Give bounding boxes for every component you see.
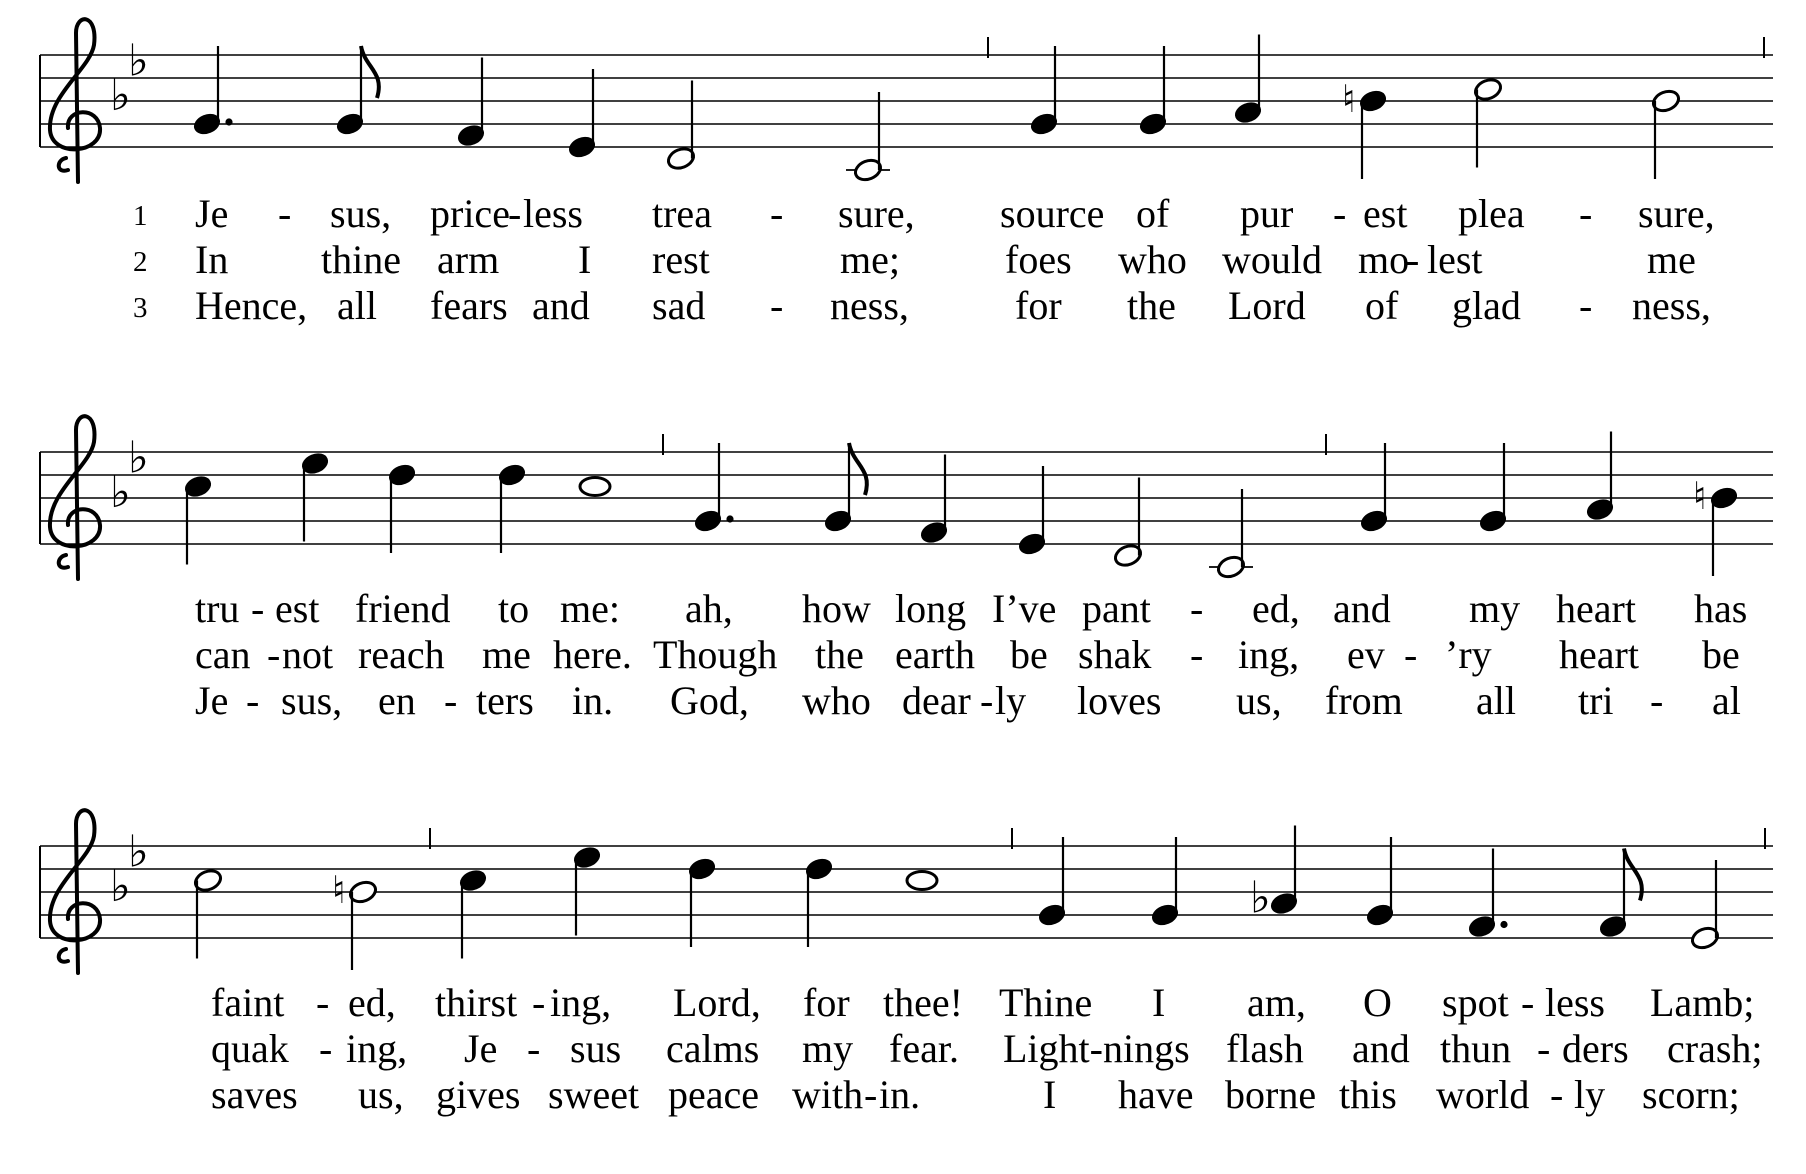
note <box>300 450 331 541</box>
lyric-syllable: be <box>1702 632 1740 677</box>
note <box>1467 849 1508 940</box>
lyric-syllable: Hence, <box>195 283 308 328</box>
lyric-syllable: who <box>1118 237 1187 282</box>
lyric-syllable: how <box>802 586 871 631</box>
lyric-syllable: with <box>792 1072 864 1117</box>
lyric-syllable: lest <box>1427 237 1483 282</box>
lyric-hyphen: - <box>444 678 458 723</box>
lyric-syllable: ed, <box>1252 586 1300 631</box>
lyric-syllable: Lamb; <box>1650 980 1755 1025</box>
note <box>1359 443 1390 534</box>
note <box>1342 77 1388 179</box>
key-signature-flat-icon: ♭ <box>128 35 149 87</box>
lyric-syllable: less <box>523 191 583 236</box>
lyric-syllable: Lord, <box>673 980 761 1025</box>
eighth-flag <box>849 443 867 495</box>
lyric-syllable: world <box>1436 1072 1530 1117</box>
lyric-syllable: ters <box>476 678 534 723</box>
note <box>1651 88 1682 179</box>
lyric-hyphen: - <box>508 191 522 236</box>
note <box>458 867 489 958</box>
lyric-syllable: this <box>1339 1072 1397 1117</box>
lyric-syllable: heart <box>1556 586 1636 631</box>
key-signature-flat-icon: ♭ <box>110 70 131 121</box>
lyric-syllable: pant <box>1082 586 1151 631</box>
lyric-syllable: be <box>1010 632 1048 677</box>
lyric-syllable: en <box>378 678 416 723</box>
lyric-hyphen: - <box>1550 1072 1564 1117</box>
lyric-syllable: sad <box>652 283 706 328</box>
lyric-hyphen: - <box>278 191 292 236</box>
lyric-syllable: Je <box>195 191 229 236</box>
lyric-hyphen: - <box>251 586 265 631</box>
lyric-syllable: long <box>895 586 967 631</box>
lyric-line <box>211 1072 1740 1117</box>
lyric-syllable: from <box>1325 678 1403 723</box>
note <box>1598 849 1642 940</box>
lyric-syllable: sweet <box>548 1072 640 1117</box>
lyric-syllable: would <box>1222 237 1322 282</box>
note <box>1365 837 1396 928</box>
lyric-line <box>211 1026 1763 1071</box>
lyric-line <box>195 191 1715 236</box>
notehead <box>907 872 937 890</box>
lyric-syllable: I’ve <box>992 586 1057 631</box>
lyric-hyphen: - <box>316 980 330 1025</box>
staff <box>40 846 1773 938</box>
lyric-syllable: In <box>195 237 229 282</box>
lyric-syllable: Je <box>195 678 229 723</box>
key-signature-flat-icon: ♭ <box>128 432 149 484</box>
lyric-syllable: me: <box>560 586 620 631</box>
note <box>907 872 937 890</box>
lyric-syllable: ness, <box>1632 283 1711 328</box>
note <box>846 92 890 183</box>
lyric-syllable: thirst <box>435 980 518 1025</box>
lyric-hyphen: - <box>770 191 784 236</box>
note <box>687 856 718 947</box>
lyric-syllable: plea <box>1458 191 1525 236</box>
lyric-syllable: God, <box>670 678 749 723</box>
staff <box>40 452 1773 544</box>
note <box>1690 860 1721 951</box>
natural-sign-icon: ♮ <box>1693 474 1707 518</box>
lyrics-block-1 <box>133 191 1715 328</box>
lyric-syllable: arm <box>437 237 500 282</box>
system-1 <box>40 19 1773 183</box>
note <box>1209 489 1253 580</box>
lyric-syllable: can <box>195 632 251 677</box>
lyric-syllable: ing, <box>550 980 612 1025</box>
lyric-syllable: loves <box>1077 678 1162 723</box>
lyric-syllable: all <box>337 283 377 328</box>
lyric-hyphen: - <box>1406 237 1420 282</box>
lyric-syllable: me; <box>840 237 900 282</box>
lyric-syllable: for <box>803 980 850 1025</box>
lyric-syllable: the <box>1127 283 1176 328</box>
lyric-hyphen: - <box>1190 586 1204 631</box>
lyric-syllable: and <box>532 283 590 328</box>
lyric-syllable: trea <box>652 191 712 236</box>
lyric-syllable: I <box>1043 1072 1057 1117</box>
lyric-syllable: friend <box>355 586 451 631</box>
lyric-syllable: mo <box>1358 237 1410 282</box>
note <box>567 69 598 160</box>
lyric-syllable: borne <box>1225 1072 1317 1117</box>
lyric-syllable: not <box>282 632 334 677</box>
lyric-syllable: O <box>1363 980 1392 1025</box>
lyrics-block-3 <box>211 980 1763 1117</box>
lyric-syllable: has <box>1694 586 1748 631</box>
lyric-syllable: less <box>1545 980 1605 1025</box>
lyric-syllable: my <box>802 1026 854 1071</box>
lyric-syllable: of <box>1136 191 1170 236</box>
natural-sign-icon: ♮ <box>1342 77 1356 121</box>
staff <box>40 55 1773 147</box>
note <box>572 844 603 935</box>
lyric-syllable: quak <box>211 1026 289 1071</box>
note <box>919 455 950 546</box>
lyric-line <box>195 678 1741 723</box>
lyric-syllable: rest <box>652 237 710 282</box>
note <box>456 58 487 149</box>
lyric-syllable: source <box>1000 191 1105 236</box>
lyric-hyphen: - <box>319 1026 333 1071</box>
note <box>666 81 697 172</box>
flat-sign-icon: ♭ <box>1250 872 1271 924</box>
note <box>497 462 528 553</box>
lyric-hyphen: - <box>1521 980 1535 1025</box>
lyric-hyphen: - <box>527 1026 541 1071</box>
lyric-syllable: scorn; <box>1642 1072 1740 1117</box>
lyric-syllable: in. <box>879 1072 921 1117</box>
lyric-syllable: peace <box>668 1072 760 1117</box>
lyric-hyphen: - <box>1333 191 1347 236</box>
note <box>693 443 734 534</box>
lyric-syllable: Thine <box>999 980 1093 1025</box>
lyric-syllable: ing, <box>346 1026 408 1071</box>
key-signature-flat-icon: ♭ <box>110 467 131 518</box>
lyric-syllable: thine <box>321 237 401 282</box>
lyric-syllable: ing, <box>1238 632 1300 677</box>
lyric-syllable: est <box>275 586 320 631</box>
lyric-syllable: flash <box>1226 1026 1304 1071</box>
lyric-syllable: to <box>498 586 530 631</box>
lyric-syllable: ders <box>1562 1026 1629 1071</box>
lyric-syllable: shak <box>1078 632 1152 677</box>
lyric-syllable: crash; <box>1667 1026 1763 1071</box>
lyric-line <box>195 586 1747 631</box>
lyric-syllable: ly <box>1574 1072 1606 1117</box>
lyric-syllable: tri <box>1578 678 1614 723</box>
lyric-hyphen: - <box>532 980 546 1025</box>
lyric-syllable: calms <box>666 1026 760 1071</box>
lyric-syllable: ed, <box>348 980 396 1025</box>
lyric-syllable: in. <box>572 678 614 723</box>
lyric-syllable: all <box>1476 678 1516 723</box>
system-2 <box>40 416 1773 580</box>
lyric-syllable: est <box>1363 191 1408 236</box>
lyric-hyphen: - <box>267 632 281 677</box>
system-3 <box>40 810 1773 973</box>
lyric-line <box>195 283 1711 328</box>
note <box>580 478 610 496</box>
notehead <box>580 478 610 496</box>
lyric-syllable: gives <box>436 1072 521 1117</box>
augmentation-dot <box>726 515 733 522</box>
lyric-syllable: Lord <box>1228 283 1306 328</box>
lyric-syllable: fear. <box>889 1026 959 1071</box>
lyric-syllable: sure, <box>838 191 915 236</box>
note <box>1017 466 1048 557</box>
lyric-syllable: have <box>1118 1072 1194 1117</box>
lyric-syllable: reach <box>358 632 445 677</box>
lyric-syllable: me <box>482 632 531 677</box>
eighth-flag <box>361 46 379 98</box>
key-signature-flat-icon: ♭ <box>128 826 149 878</box>
note <box>1233 35 1264 126</box>
lyric-syllable: al <box>1712 678 1741 723</box>
lyric-syllable: dear <box>902 678 971 723</box>
lyric-syllable: am, <box>1247 980 1306 1025</box>
lyric-syllable: who <box>802 678 871 723</box>
lyrics-block-2 <box>195 586 1747 723</box>
note <box>192 46 233 137</box>
lyric-syllable: sus, <box>330 191 392 236</box>
lyric-syllable: ah, <box>685 586 733 631</box>
lyric-line <box>195 237 1696 282</box>
lyric-hyphen: - <box>1537 1026 1551 1071</box>
lyric-syllable: here. <box>553 632 632 677</box>
lyric-syllable: the <box>815 632 864 677</box>
lyric-syllable: sure, <box>1638 191 1715 236</box>
lyric-syllable: thun <box>1440 1026 1512 1071</box>
lyric-syllable: spot <box>1442 980 1509 1025</box>
note <box>1585 432 1616 523</box>
lyric-syllable: ly <box>995 678 1027 723</box>
lyric-syllable: for <box>1015 283 1062 328</box>
lyric-syllable: us, <box>358 1072 404 1117</box>
lyric-syllable: thee! <box>883 980 963 1025</box>
lyric-hyphen: - <box>1404 632 1418 677</box>
note <box>1138 46 1169 137</box>
note <box>1029 46 1060 137</box>
lyric-hyphen: - <box>1650 678 1664 723</box>
lyric-syllable: I <box>1152 980 1166 1025</box>
lyric-syllable: and <box>1352 1026 1410 1071</box>
note <box>387 462 418 553</box>
augmentation-dot <box>225 118 232 125</box>
lyric-hyphen: - <box>1579 191 1593 236</box>
note <box>1150 837 1181 928</box>
note <box>332 868 378 970</box>
lyric-syllable: and <box>1333 586 1391 631</box>
lyric-syllable: us, <box>1236 678 1282 723</box>
lyric-syllable: faint <box>211 980 285 1025</box>
lyric-hyphen: - <box>770 283 784 328</box>
lyric-syllable: my <box>1469 586 1521 631</box>
verse-number: 3 <box>133 292 148 324</box>
lyric-syllable: tru <box>195 586 240 631</box>
verse-number: 1 <box>133 200 148 232</box>
note <box>1113 478 1144 569</box>
natural-sign-icon: ♮ <box>332 868 346 912</box>
lyric-syllable: foes <box>1005 237 1072 282</box>
lyric-syllable: ness, <box>830 283 909 328</box>
lyric-syllable: Though <box>653 632 778 677</box>
note <box>1478 443 1509 534</box>
lyric-syllable: me <box>1647 237 1696 282</box>
lyric-hyphen: - <box>1190 632 1204 677</box>
lyric-syllable: earth <box>895 632 975 677</box>
key-signature-flat-icon: ♭ <box>110 861 131 912</box>
lyric-syllable: ev <box>1347 632 1385 677</box>
note <box>804 856 835 947</box>
lyric-syllable: price <box>430 191 510 236</box>
lyric-syllable: sus, <box>281 678 343 723</box>
lyric-syllable: glad <box>1452 283 1521 328</box>
note <box>1037 837 1068 928</box>
lyric-syllable: heart <box>1559 632 1639 677</box>
lyric-syllable: of <box>1365 283 1399 328</box>
note <box>193 867 224 958</box>
lyric-hyphen: - <box>1579 283 1593 328</box>
note <box>1693 474 1739 576</box>
lyric-syllable: Je <box>464 1026 498 1071</box>
lyric-syllable: sus <box>570 1026 622 1071</box>
note <box>1250 826 1299 924</box>
lyric-hyphen: - <box>246 678 260 723</box>
lyric-syllable: Light-nings <box>1003 1026 1190 1071</box>
lyric-syllable: pur <box>1240 191 1294 236</box>
lyric-syllable: ’ry <box>1445 632 1492 677</box>
lyric-syllable: I <box>578 237 592 282</box>
verse-number: 2 <box>133 246 148 278</box>
lyric-line <box>211 980 1754 1025</box>
lyric-syllable: fears <box>430 283 508 328</box>
lyric-syllable: saves <box>211 1072 298 1117</box>
note <box>183 473 214 564</box>
augmentation-dot <box>1500 921 1507 928</box>
lyric-line <box>195 632 1740 677</box>
lyric-hyphen: - <box>980 678 994 723</box>
note <box>1473 76 1504 167</box>
lyric-hyphen: - <box>864 1072 878 1117</box>
